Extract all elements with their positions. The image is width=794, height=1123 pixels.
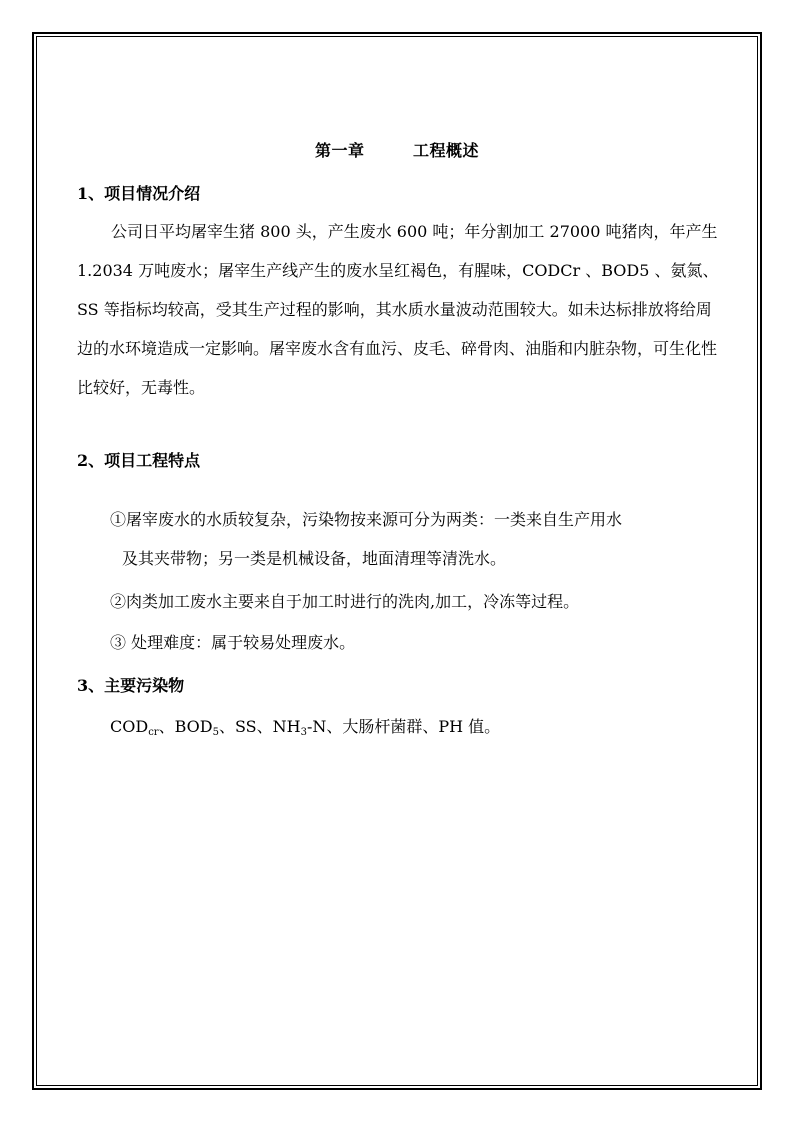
feature-item-3: ③ 处理难度：属于较易处理废水。 — [110, 633, 356, 652]
feature-item-1-continued: 及其夹带物；另一类是机械设备，地面清理等清洗水。 — [122, 549, 507, 568]
feature-item-1: ①屠宰废水的水质较复杂，污染物按来源可分为两类：一类来自生产用水 — [110, 510, 623, 529]
pollutant-cod: COD — [110, 717, 149, 736]
pollutant-ss: 、SS、 — [218, 717, 273, 736]
chapter-title: 第一章 工程概述 — [314, 141, 480, 160]
section-1-paragraph-text: 公司日平均屠宰生猪 800 头，产生废水 600 吨；年分割加工 27000 吨猪肉，年产生 1.2034 万吨废水；屠宰生产线产生的废水呈红褐色，有腥味，CODCr 、BOD5 、氨氮、SS 等指标均较高，受其生产过程的影响，其水质水量波动范围较大。如未达标排放将给周边的水环境造成一定影响。屠宰废水含有血污、皮毛、碎骨肉、油脂和内脏杂物，可生化性比较好，无毒性。 — [77, 222, 719, 397]
pollutant-rest: -N、大肠杆菌群、PH 值。 — [306, 717, 501, 736]
pollutant-bod-subscript: 5 — [212, 727, 219, 738]
section-1-paragraph — [77, 212, 727, 407]
feature-item-2: ②肉类加工废水主要来自于加工时进行的洗肉,加工，冷冻等过程。 — [110, 592, 580, 611]
section-heading-1: 1、项目情况介绍 — [77, 184, 201, 203]
pollutant-cod-subscript: cr — [148, 727, 159, 738]
pollutant-bod: BOD — [174, 717, 213, 736]
pollutant-separator: 、 — [158, 717, 175, 736]
pollutant-list — [110, 714, 500, 737]
section-heading-2: 2、项目工程特点 — [77, 451, 201, 470]
pollutant-nh-subscript: 3 — [300, 727, 307, 738]
section-heading-3: 3、主要污染物 — [77, 676, 185, 695]
pollutant-nh: NH — [272, 717, 301, 736]
